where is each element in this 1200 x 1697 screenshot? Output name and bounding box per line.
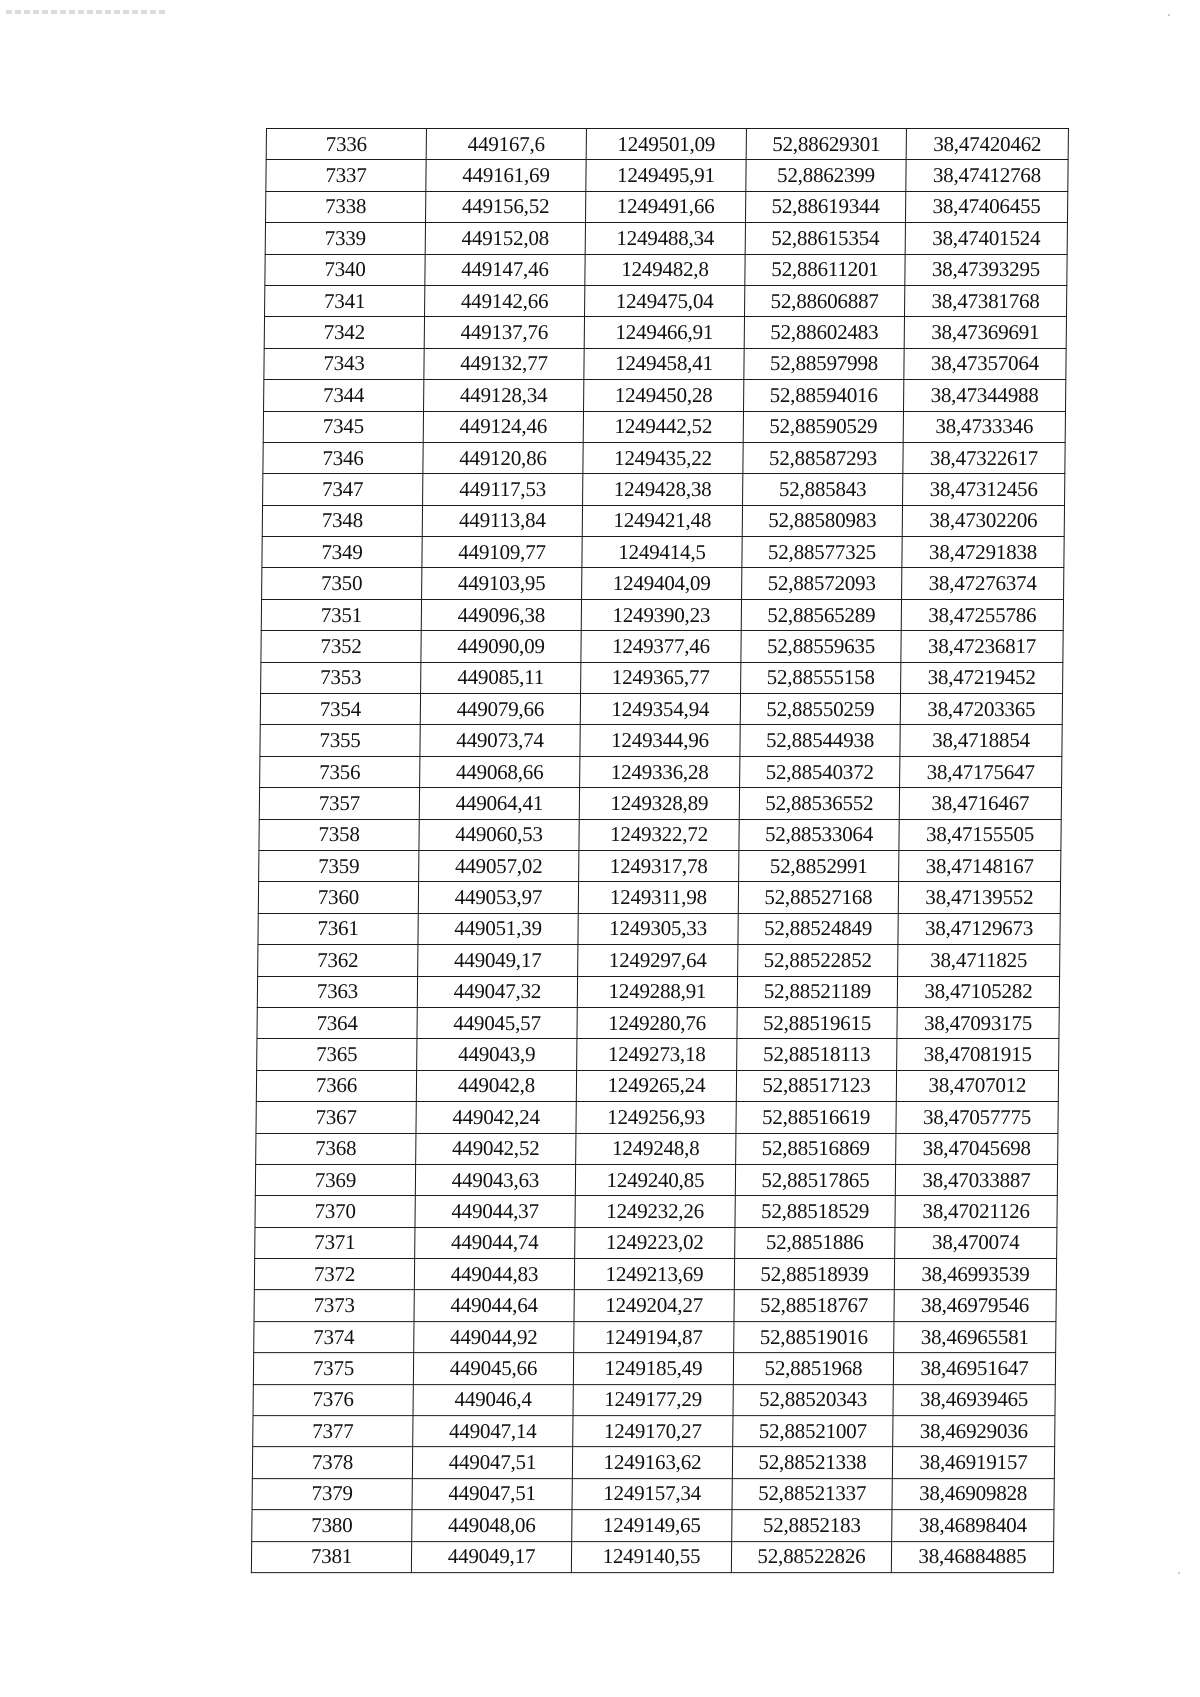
y-coordinate-cell: 1249317,78 bbox=[579, 851, 739, 882]
point-number-cell: 7381 bbox=[251, 1541, 411, 1572]
x-coordinate-cell: 449124,46 bbox=[423, 411, 583, 442]
y-coordinate-cell: 1249322,72 bbox=[579, 819, 739, 850]
point-number-cell: 7377 bbox=[253, 1416, 413, 1447]
point-number-cell: 7342 bbox=[264, 317, 424, 348]
point-number-cell: 7356 bbox=[260, 756, 420, 787]
x-coordinate-cell: 449044,37 bbox=[415, 1196, 575, 1227]
y-coordinate-cell: 1249435,22 bbox=[583, 442, 743, 473]
longitude-cell: 38,47369691 bbox=[904, 317, 1066, 348]
latitude-cell: 52,88516869 bbox=[736, 1133, 896, 1164]
longitude-cell: 38,47381768 bbox=[904, 285, 1066, 316]
point-number-cell: 7359 bbox=[259, 851, 419, 882]
point-number-cell: 7367 bbox=[256, 1102, 416, 1133]
point-number-cell: 7374 bbox=[254, 1321, 414, 1352]
point-number-cell: 7345 bbox=[263, 411, 423, 442]
point-number-cell: 7340 bbox=[265, 254, 425, 285]
point-number-cell: 7361 bbox=[258, 913, 418, 944]
point-number-cell: 7365 bbox=[257, 1039, 417, 1070]
y-coordinate-cell: 1249491,66 bbox=[585, 191, 745, 222]
latitude-cell: 52,88527168 bbox=[738, 882, 898, 913]
longitude-cell: 38,4733346 bbox=[903, 411, 1065, 442]
latitude-cell: 52,88517865 bbox=[735, 1164, 895, 1195]
table-row bbox=[265, 285, 1067, 316]
point-number-cell: 7364 bbox=[257, 1007, 417, 1038]
table-row bbox=[256, 1102, 1058, 1133]
point-number-cell: 7350 bbox=[262, 568, 422, 599]
table-row bbox=[263, 411, 1065, 442]
longitude-cell: 38,47276374 bbox=[902, 568, 1064, 599]
point-number-cell: 7368 bbox=[256, 1133, 416, 1164]
table-row bbox=[258, 945, 1060, 976]
table-row bbox=[256, 1070, 1058, 1101]
y-coordinate-cell: 1249336,28 bbox=[580, 756, 740, 787]
table-row bbox=[259, 851, 1061, 882]
longitude-cell: 38,47155505 bbox=[899, 819, 1061, 850]
latitude-cell: 52,88518939 bbox=[734, 1259, 894, 1290]
x-coordinate-cell: 449047,51 bbox=[412, 1478, 572, 1509]
longitude-cell: 38,47255786 bbox=[901, 599, 1063, 630]
point-number-cell: 7337 bbox=[266, 160, 426, 191]
y-coordinate-cell: 1249297,64 bbox=[578, 945, 738, 976]
y-coordinate-cell: 1249377,46 bbox=[581, 631, 741, 662]
longitude-cell: 38,46939465 bbox=[893, 1384, 1055, 1415]
x-coordinate-cell: 449047,32 bbox=[417, 976, 577, 1007]
x-coordinate-cell: 449096,38 bbox=[421, 599, 581, 630]
y-coordinate-cell: 1249248,8 bbox=[576, 1133, 736, 1164]
latitude-cell: 52,88519615 bbox=[737, 1007, 897, 1038]
table-row bbox=[254, 1259, 1056, 1290]
table-row bbox=[253, 1416, 1055, 1447]
longitude-cell: 38,4716467 bbox=[899, 788, 1061, 819]
point-number-cell: 7348 bbox=[262, 505, 422, 536]
latitude-cell: 52,88540372 bbox=[740, 756, 900, 787]
x-coordinate-cell: 449079,66 bbox=[420, 694, 580, 725]
x-coordinate-cell: 449161,69 bbox=[426, 160, 586, 191]
y-coordinate-cell: 1249404,09 bbox=[582, 568, 742, 599]
x-coordinate-cell: 449152,08 bbox=[425, 223, 585, 254]
latitude-cell: 52,88565289 bbox=[741, 599, 901, 630]
point-number-cell: 7341 bbox=[265, 285, 425, 316]
longitude-cell: 38,470074 bbox=[895, 1227, 1057, 1258]
x-coordinate-cell: 449049,17 bbox=[411, 1541, 571, 1572]
table-row bbox=[260, 725, 1062, 756]
point-number-cell: 7371 bbox=[255, 1227, 415, 1258]
table-row bbox=[255, 1164, 1057, 1195]
x-coordinate-cell: 449048,06 bbox=[412, 1510, 572, 1541]
x-coordinate-cell: 449109,77 bbox=[422, 537, 582, 568]
point-number-cell: 7358 bbox=[259, 819, 419, 850]
longitude-cell: 38,47401524 bbox=[905, 223, 1067, 254]
longitude-cell: 38,46909828 bbox=[892, 1478, 1054, 1509]
y-coordinate-cell: 1249240,85 bbox=[575, 1164, 735, 1195]
longitude-cell: 38,47081915 bbox=[897, 1039, 1059, 1070]
y-coordinate-cell: 1249157,34 bbox=[572, 1478, 732, 1509]
x-coordinate-cell: 449137,76 bbox=[424, 317, 584, 348]
longitude-cell: 38,47412768 bbox=[906, 160, 1068, 191]
table-row bbox=[255, 1196, 1057, 1227]
longitude-cell: 38,46929036 bbox=[893, 1416, 1055, 1447]
latitude-cell: 52,88590529 bbox=[743, 411, 903, 442]
longitude-cell: 38,47357064 bbox=[904, 348, 1066, 379]
latitude-cell: 52,88533064 bbox=[739, 819, 899, 850]
table-row bbox=[254, 1321, 1056, 1352]
point-number-cell: 7338 bbox=[266, 191, 426, 222]
point-number-cell: 7353 bbox=[261, 662, 421, 693]
table-row bbox=[257, 976, 1059, 1007]
y-coordinate-cell: 1249204,27 bbox=[574, 1290, 734, 1321]
point-number-cell: 7351 bbox=[261, 599, 421, 630]
point-number-cell: 7352 bbox=[261, 631, 421, 662]
latitude-cell: 52,88555158 bbox=[741, 662, 901, 693]
point-number-cell: 7366 bbox=[256, 1070, 416, 1101]
point-number-cell: 7376 bbox=[253, 1384, 413, 1415]
y-coordinate-cell: 1249354,94 bbox=[580, 694, 740, 725]
longitude-cell: 38,47093175 bbox=[897, 1007, 1059, 1038]
longitude-cell: 38,46965581 bbox=[894, 1321, 1056, 1352]
latitude-cell: 52,88611201 bbox=[745, 254, 905, 285]
table-row bbox=[259, 819, 1061, 850]
table-row bbox=[260, 756, 1062, 787]
table-row bbox=[257, 1007, 1059, 1038]
y-coordinate-cell: 1249344,96 bbox=[580, 725, 740, 756]
longitude-cell: 38,47236817 bbox=[901, 631, 1063, 662]
scan-speck bbox=[1168, 14, 1170, 16]
longitude-cell: 38,47344988 bbox=[904, 380, 1066, 411]
point-number-cell: 7346 bbox=[263, 442, 423, 473]
point-number-cell: 7343 bbox=[264, 348, 424, 379]
longitude-cell: 38,47393295 bbox=[905, 254, 1067, 285]
latitude-cell: 52,88524849 bbox=[738, 913, 898, 944]
x-coordinate-cell: 449045,66 bbox=[413, 1353, 573, 1384]
latitude-cell: 52,88594016 bbox=[744, 380, 904, 411]
point-number-cell: 7336 bbox=[266, 129, 426, 160]
longitude-cell: 38,47302206 bbox=[902, 505, 1064, 536]
longitude-cell: 38,47312456 bbox=[903, 474, 1065, 505]
x-coordinate-cell: 449103,95 bbox=[422, 568, 582, 599]
x-coordinate-cell: 449047,51 bbox=[412, 1447, 572, 1478]
latitude-cell: 52,88522852 bbox=[738, 945, 898, 976]
y-coordinate-cell: 1249414,5 bbox=[582, 537, 742, 568]
latitude-cell: 52,88536552 bbox=[739, 788, 899, 819]
point-number-cell: 7370 bbox=[255, 1196, 415, 1227]
y-coordinate-cell: 1249495,91 bbox=[586, 160, 746, 191]
x-coordinate-cell: 449047,14 bbox=[413, 1416, 573, 1447]
x-coordinate-cell: 449073,74 bbox=[420, 725, 580, 756]
table-row bbox=[266, 160, 1068, 191]
latitude-cell: 52,88518529 bbox=[735, 1196, 895, 1227]
y-coordinate-cell: 1249458,41 bbox=[584, 348, 744, 379]
x-coordinate-cell: 449057,02 bbox=[419, 851, 579, 882]
y-coordinate-cell: 1249177,29 bbox=[573, 1384, 733, 1415]
coordinate-table bbox=[251, 128, 1069, 1573]
table-row bbox=[252, 1510, 1054, 1541]
y-coordinate-cell: 1249328,89 bbox=[579, 788, 739, 819]
x-coordinate-cell: 449120,86 bbox=[423, 442, 583, 473]
latitude-cell: 52,88518767 bbox=[734, 1290, 894, 1321]
x-coordinate-cell: 449053,97 bbox=[418, 882, 578, 913]
latitude-cell: 52,8851886 bbox=[735, 1227, 895, 1258]
y-coordinate-cell: 1249390,23 bbox=[581, 599, 741, 630]
latitude-cell: 52,88517123 bbox=[736, 1070, 896, 1101]
latitude-cell: 52,88597998 bbox=[744, 348, 904, 379]
point-number-cell: 7369 bbox=[255, 1164, 415, 1195]
latitude-cell: 52,88550259 bbox=[740, 694, 900, 725]
x-coordinate-cell: 449044,74 bbox=[415, 1227, 575, 1258]
longitude-cell: 38,4707012 bbox=[896, 1070, 1058, 1101]
table-row bbox=[263, 442, 1065, 473]
point-number-cell: 7372 bbox=[254, 1259, 414, 1290]
table-row bbox=[253, 1384, 1055, 1415]
longitude-cell: 38,47148167 bbox=[899, 851, 1061, 882]
latitude-cell: 52,88572093 bbox=[742, 568, 902, 599]
y-coordinate-cell: 1249305,33 bbox=[578, 913, 738, 944]
y-coordinate-cell: 1249232,26 bbox=[575, 1196, 735, 1227]
longitude-cell: 38,47129673 bbox=[898, 913, 1060, 944]
latitude-cell: 52,88521337 bbox=[732, 1478, 892, 1509]
table-row bbox=[258, 913, 1060, 944]
y-coordinate-cell: 1249482,8 bbox=[585, 254, 745, 285]
x-coordinate-cell: 449167,6 bbox=[426, 129, 586, 160]
y-coordinate-cell: 1249475,04 bbox=[585, 285, 745, 316]
point-number-cell: 7373 bbox=[254, 1290, 414, 1321]
longitude-cell: 38,4711825 bbox=[898, 945, 1060, 976]
y-coordinate-cell: 1249311,98 bbox=[578, 882, 738, 913]
point-number-cell: 7347 bbox=[263, 474, 423, 505]
table-row bbox=[264, 380, 1066, 411]
longitude-cell: 38,47105282 bbox=[897, 976, 1059, 1007]
table-row bbox=[251, 1541, 1053, 1572]
scan-artifact bbox=[6, 10, 166, 14]
table-row bbox=[264, 348, 1066, 379]
point-number-cell: 7380 bbox=[252, 1510, 412, 1541]
longitude-cell: 38,47322617 bbox=[903, 442, 1065, 473]
x-coordinate-cell: 449043,9 bbox=[417, 1039, 577, 1070]
latitude-cell: 52,88577325 bbox=[742, 537, 902, 568]
x-coordinate-cell: 449068,66 bbox=[420, 756, 580, 787]
x-coordinate-cell: 449064,41 bbox=[419, 788, 579, 819]
y-coordinate-cell: 1249213,69 bbox=[574, 1259, 734, 1290]
table-row bbox=[259, 788, 1061, 819]
x-coordinate-cell: 449044,83 bbox=[414, 1259, 574, 1290]
table-row bbox=[253, 1353, 1055, 1384]
longitude-cell: 38,46979546 bbox=[894, 1290, 1056, 1321]
longitude-cell: 38,47057775 bbox=[896, 1102, 1058, 1133]
x-coordinate-cell: 449044,64 bbox=[414, 1290, 574, 1321]
latitude-cell: 52,8862399 bbox=[746, 160, 906, 191]
table-row bbox=[256, 1133, 1058, 1164]
latitude-cell: 52,88518113 bbox=[737, 1039, 897, 1070]
latitude-cell: 52,88516619 bbox=[736, 1102, 896, 1133]
longitude-cell: 38,46884885 bbox=[891, 1541, 1053, 1572]
longitude-cell: 38,46951647 bbox=[893, 1353, 1055, 1384]
y-coordinate-cell: 1249170,27 bbox=[573, 1416, 733, 1447]
x-coordinate-cell: 449090,09 bbox=[421, 631, 581, 662]
table-row bbox=[261, 599, 1063, 630]
y-coordinate-cell: 1249194,87 bbox=[574, 1321, 734, 1352]
latitude-cell: 52,88521007 bbox=[733, 1416, 893, 1447]
longitude-cell: 38,47219452 bbox=[901, 662, 1063, 693]
y-coordinate-cell: 1249149,65 bbox=[572, 1510, 732, 1541]
table-row bbox=[261, 631, 1063, 662]
latitude-cell: 52,88519016 bbox=[734, 1321, 894, 1352]
table-row bbox=[257, 1039, 1059, 1070]
table-row bbox=[263, 474, 1065, 505]
table-row bbox=[265, 254, 1067, 285]
x-coordinate-cell: 449147,46 bbox=[425, 254, 585, 285]
y-coordinate-cell: 1249223,02 bbox=[575, 1227, 735, 1258]
scan-speck bbox=[1178, 1572, 1180, 1574]
y-coordinate-cell: 1249280,76 bbox=[577, 1007, 737, 1038]
longitude-cell: 38,47175647 bbox=[900, 756, 1062, 787]
longitude-cell: 38,47021126 bbox=[895, 1196, 1057, 1227]
point-number-cell: 7363 bbox=[257, 976, 417, 1007]
x-coordinate-cell: 449060,53 bbox=[419, 819, 579, 850]
latitude-cell: 52,88615354 bbox=[745, 223, 905, 254]
point-number-cell: 7378 bbox=[252, 1447, 412, 1478]
longitude-cell: 38,4718854 bbox=[900, 725, 1062, 756]
table-row bbox=[266, 191, 1068, 222]
latitude-cell: 52,88544938 bbox=[740, 725, 900, 756]
latitude-cell: 52,8852183 bbox=[732, 1510, 892, 1541]
table-row bbox=[258, 882, 1060, 913]
y-coordinate-cell: 1249501,09 bbox=[586, 129, 746, 160]
y-coordinate-cell: 1249442,52 bbox=[583, 411, 743, 442]
point-number-cell: 7339 bbox=[265, 223, 425, 254]
y-coordinate-cell: 1249421,48 bbox=[582, 505, 742, 536]
latitude-cell: 52,88521189 bbox=[737, 976, 897, 1007]
x-coordinate-cell: 449049,17 bbox=[418, 945, 578, 976]
latitude-cell: 52,88606887 bbox=[744, 285, 904, 316]
y-coordinate-cell: 1249265,24 bbox=[576, 1070, 736, 1101]
point-number-cell: 7379 bbox=[252, 1478, 412, 1509]
table-row bbox=[262, 568, 1064, 599]
x-coordinate-cell: 449042,52 bbox=[416, 1133, 576, 1164]
x-coordinate-cell: 449045,57 bbox=[417, 1007, 577, 1038]
latitude-cell: 52,88521338 bbox=[732, 1447, 892, 1478]
longitude-cell: 38,46919157 bbox=[892, 1447, 1054, 1478]
y-coordinate-cell: 1249466,91 bbox=[584, 317, 744, 348]
table-row bbox=[262, 505, 1064, 536]
table-row bbox=[262, 537, 1064, 568]
table-row bbox=[252, 1478, 1054, 1509]
x-coordinate-cell: 449117,53 bbox=[423, 474, 583, 505]
latitude-cell: 52,8852991 bbox=[739, 851, 899, 882]
x-coordinate-cell: 449142,66 bbox=[425, 285, 585, 316]
point-number-cell: 7355 bbox=[260, 725, 420, 756]
latitude-cell: 52,88559635 bbox=[741, 631, 901, 662]
x-coordinate-cell: 449156,52 bbox=[425, 191, 585, 222]
latitude-cell: 52,88520343 bbox=[733, 1384, 893, 1415]
longitude-cell: 38,46993539 bbox=[894, 1259, 1056, 1290]
latitude-cell: 52,88629301 bbox=[746, 129, 906, 160]
longitude-cell: 38,47045698 bbox=[896, 1133, 1058, 1164]
x-coordinate-cell: 449042,24 bbox=[416, 1102, 576, 1133]
y-coordinate-cell: 1249428,38 bbox=[583, 474, 743, 505]
x-coordinate-cell: 449085,11 bbox=[421, 662, 581, 693]
latitude-cell: 52,88587293 bbox=[743, 442, 903, 473]
x-coordinate-cell: 449113,84 bbox=[422, 505, 582, 536]
y-coordinate-cell: 1249185,49 bbox=[573, 1353, 733, 1384]
latitude-cell: 52,88522826 bbox=[731, 1541, 891, 1572]
longitude-cell: 38,47291838 bbox=[902, 537, 1064, 568]
latitude-cell: 52,88580983 bbox=[742, 505, 902, 536]
coordinate-table-container bbox=[251, 128, 1068, 1573]
point-number-cell: 7354 bbox=[260, 694, 420, 725]
y-coordinate-cell: 1249163,62 bbox=[572, 1447, 732, 1478]
y-coordinate-cell: 1249140,55 bbox=[571, 1541, 731, 1572]
y-coordinate-cell: 1249365,77 bbox=[581, 662, 741, 693]
longitude-cell: 38,47203365 bbox=[900, 694, 1062, 725]
table-row bbox=[252, 1447, 1054, 1478]
longitude-cell: 38,47033887 bbox=[895, 1164, 1057, 1195]
latitude-cell: 52,885843 bbox=[743, 474, 903, 505]
point-number-cell: 7357 bbox=[259, 788, 419, 819]
latitude-cell: 52,88619344 bbox=[745, 191, 905, 222]
x-coordinate-cell: 449051,39 bbox=[418, 913, 578, 944]
longitude-cell: 38,47406455 bbox=[905, 191, 1067, 222]
x-coordinate-cell: 449128,34 bbox=[424, 380, 584, 411]
point-number-cell: 7360 bbox=[258, 882, 418, 913]
coordinate-table-body bbox=[251, 129, 1068, 1573]
latitude-cell: 52,8851968 bbox=[733, 1353, 893, 1384]
x-coordinate-cell: 449044,92 bbox=[414, 1321, 574, 1352]
table-row bbox=[261, 662, 1063, 693]
y-coordinate-cell: 1249488,34 bbox=[585, 223, 745, 254]
y-coordinate-cell: 1249273,18 bbox=[577, 1039, 737, 1070]
y-coordinate-cell: 1249256,93 bbox=[576, 1102, 736, 1133]
y-coordinate-cell: 1249450,28 bbox=[584, 380, 744, 411]
table-row bbox=[265, 223, 1067, 254]
table-row bbox=[266, 129, 1068, 160]
table-row bbox=[254, 1290, 1056, 1321]
point-number-cell: 7349 bbox=[262, 537, 422, 568]
x-coordinate-cell: 449132,77 bbox=[424, 348, 584, 379]
y-coordinate-cell: 1249288,91 bbox=[577, 976, 737, 1007]
longitude-cell: 38,47139552 bbox=[898, 882, 1060, 913]
point-number-cell: 7362 bbox=[258, 945, 418, 976]
x-coordinate-cell: 449043,63 bbox=[415, 1164, 575, 1195]
longitude-cell: 38,47420462 bbox=[906, 129, 1068, 160]
x-coordinate-cell: 449042,8 bbox=[416, 1070, 576, 1101]
latitude-cell: 52,88602483 bbox=[744, 317, 904, 348]
x-coordinate-cell: 449046,4 bbox=[413, 1384, 573, 1415]
point-number-cell: 7375 bbox=[253, 1353, 413, 1384]
table-row bbox=[264, 317, 1066, 348]
point-number-cell: 7344 bbox=[264, 380, 424, 411]
table-row bbox=[260, 694, 1062, 725]
table-row bbox=[255, 1227, 1057, 1258]
longitude-cell: 38,46898404 bbox=[892, 1510, 1054, 1541]
